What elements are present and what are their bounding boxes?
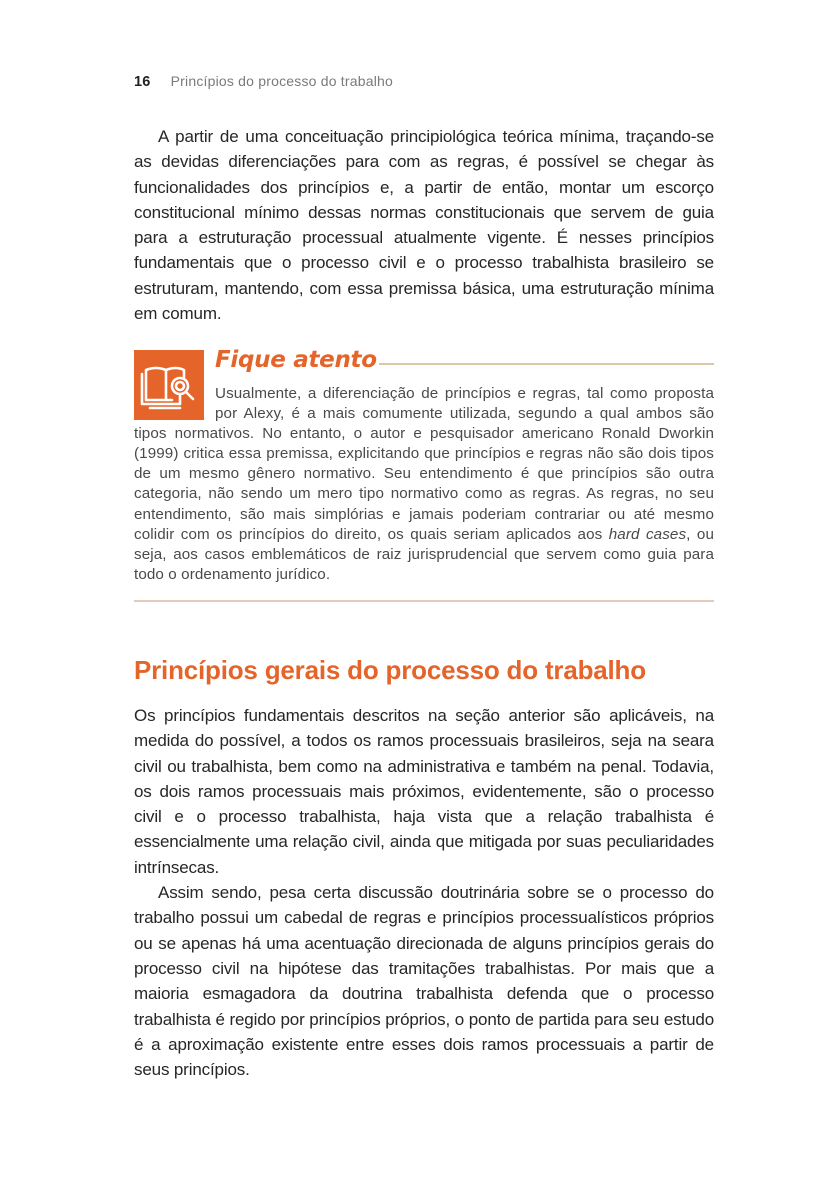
section-body (134, 703, 714, 1082)
section-paragraph-2: Assim sendo, pesa certa discussão doutrinária sobre se o processo do trabalho possui um cabedal de regras e princípios processualísticos próprios ou se apenas há uma acentuação direcionada de alguns princípios gerais do processo civil na hipótese das tramitações trabalhistas. Por mais que a maioria esmagadora da doutrina trabalhista defenda que o processo trabalhista é regido por princípios próprios, o ponto de partida para seu estudo é a aproximação existente entre esses dois ramos processuais a partir de seus princípios. (134, 883, 714, 1080)
callout-bottom-rule (134, 600, 714, 602)
callout-title: Fique atento (215, 347, 377, 373)
intro-paragraph: A partir de uma conceituação principiológica teórica mínima, traçando-se as devidas diferenciações para com as regras, é possível se chegar às funcionalidades dos princípios e, a partir de então, montar um escorço constitucional mínimo dessas normas constitucionais que servem de guia para a estruturação processual atualmente vigente. É nesses princípios fundamentais que o processo civil e o processo trabalhista brasileiro se estruturam, mantendo, com essa premissa básica, uma estruturação mínima em comum. (134, 127, 714, 324)
callout-text-part2: , ou seja, aos casos emblemáticos de raiz jurisprudencial que servem como guia para todo o ordenamento jurídico. (134, 525, 715, 583)
section-heading: Princípios gerais do processo do trabalho (134, 655, 646, 685)
section-paragraph-1: Os princípios fundamentais descritos na seção anterior são aplicáveis, na medida do possível, a todos os ramos processuais brasileiros, seja na seara civil ou trabalhista, bem como na administrativa e também na penal. Todavia, os dois ramos processuais mais próximos, evidentemente, são o processo civil e o processo trabalhista, haja vista que a relação trabalhista é essencialmente uma relação civil, ainda que mitigada por suas peculiaridades intrínsecas. (134, 706, 714, 877)
callout-text-part1: Usualmente, a diferenciação de princípios e regras, tal como proposta por Alexy, é a mais comumente utilizada, segundo a qual ambos são tipos normativos. No entanto, o autor e pesquisador americano Ronald Dworkin (1999) critica essa premissa, explicitando que princípios e regras não são dois tipos de um mesmo gênero normativo. Seu entendimento é que princípios são outra categoria, não sendo um mero tipo normativo como as regras. As regras, no seu entendimento, são mais simplórias e jamais poderiam contrariar ou até mesmo colidir com os princípios do direito, os quais seriam aplicados aos (134, 385, 714, 543)
callout-italic-term: hard cases (608, 525, 687, 543)
intro-paragraph-block (134, 124, 714, 326)
callout-title-rule (379, 363, 714, 365)
icon-wrap-spacer (134, 384, 215, 422)
page-number: 16 (134, 74, 151, 90)
callout-text (134, 384, 714, 585)
running-header (134, 73, 393, 90)
running-title: Princípios do processo do trabalho (170, 73, 393, 89)
